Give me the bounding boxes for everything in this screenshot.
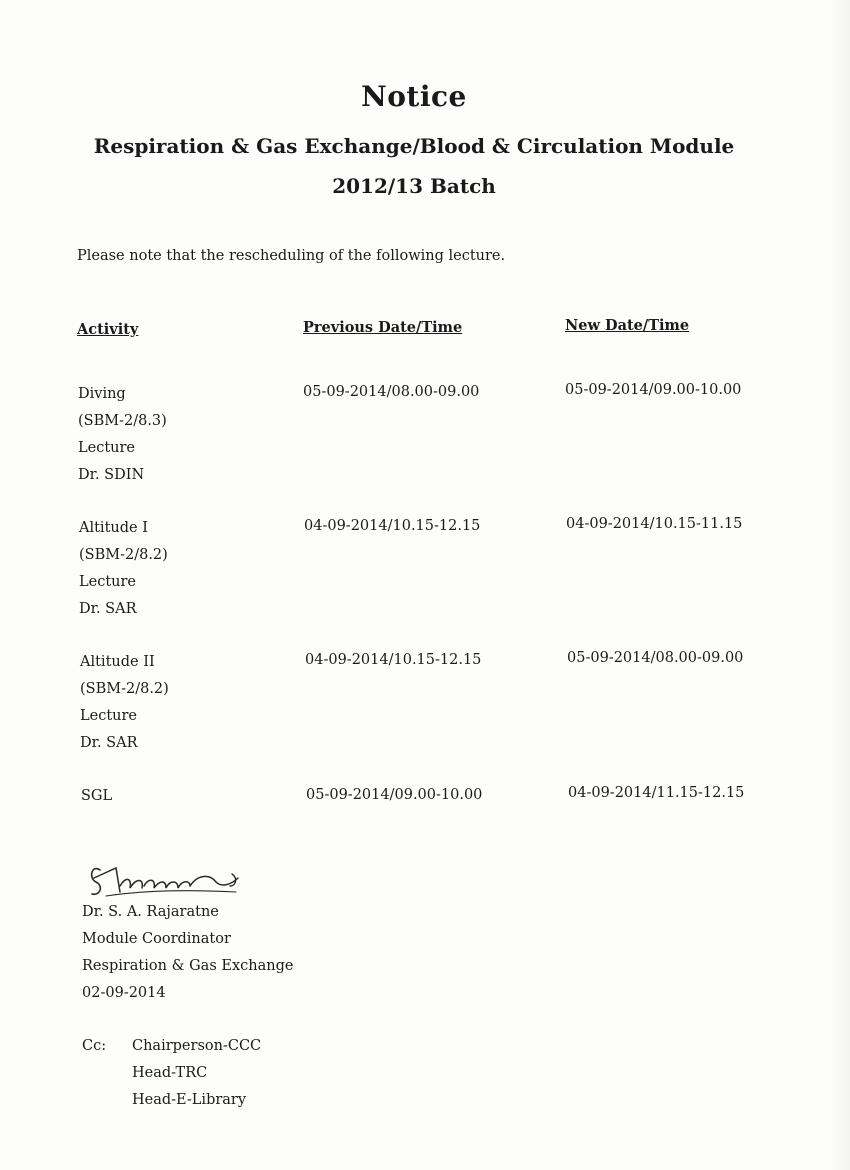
cc-recipient: Head-TRC [132,1065,208,1081]
activity-name: SGL [81,788,113,804]
new-date-time: 04-09-2014/10.15-11.15 [566,516,743,532]
activity-type: Lecture [79,574,137,590]
activity-type: Lecture [80,708,138,724]
table-row-activity [78,381,167,489]
notice-subtitle: Respiration & Gas Exchange/Blood & Circulation Module [93,134,735,158]
signatory-name: Dr. S. A. Rajaratne [82,904,219,920]
table-row-activity [81,783,112,810]
previous-date-time: 05-09-2014/09.00-10.00 [306,787,483,803]
activity-name: Altitude II [80,654,155,670]
activity-type: Lecture [78,440,136,456]
header-new-date-time: New Date/Time [565,317,690,334]
activity-name: Diving [78,386,126,402]
cc-recipients [132,1033,261,1114]
signatory-role: Module Coordinator [82,931,231,947]
previous-date-time: 04-09-2014/10.15-12.15 [304,518,481,534]
table-row-activity [80,649,169,757]
activity-lecturer: Dr. SDIN [78,467,145,483]
signatory-unit: Respiration & Gas Exchange [82,958,294,974]
signatory-date: 02-09-2014 [82,985,166,1001]
activity-code: (SBM-2/8.2) [79,547,168,563]
new-date-time: 05-09-2014/09.00-10.00 [565,382,742,398]
cc-recipient: Head-E-Library [132,1092,247,1108]
activity-name: Altitude I [79,520,148,536]
cc-label: Cc: [82,1038,107,1054]
activity-code: (SBM-2/8.2) [80,681,169,697]
header-previous-date-time: Previous Date/Time [303,319,463,336]
table-row-activity [79,515,168,623]
header-activity: Activity [77,321,139,338]
new-date-time: 04-09-2014/11.15-12.15 [568,785,745,801]
activity-code: (SBM-2/8.3) [78,413,167,429]
notice-batch: 2012/13 Batch [332,174,496,198]
activity-lecturer: Dr. SAR [79,601,137,617]
cc-recipient: Chairperson-CCC [132,1038,262,1054]
notice-title: Notice [361,80,467,113]
previous-date-time: 05-09-2014/08.00-09.00 [303,384,480,400]
signatory-block [82,899,293,1007]
new-date-time: 05-09-2014/08.00-09.00 [567,650,744,666]
notice-intro: Please note that the rescheduling of the following lecture. [77,248,506,264]
previous-date-time: 04-09-2014/10.15-12.15 [305,652,482,668]
activity-lecturer: Dr. SAR [80,735,138,751]
page-edge-shadow [830,0,850,1170]
